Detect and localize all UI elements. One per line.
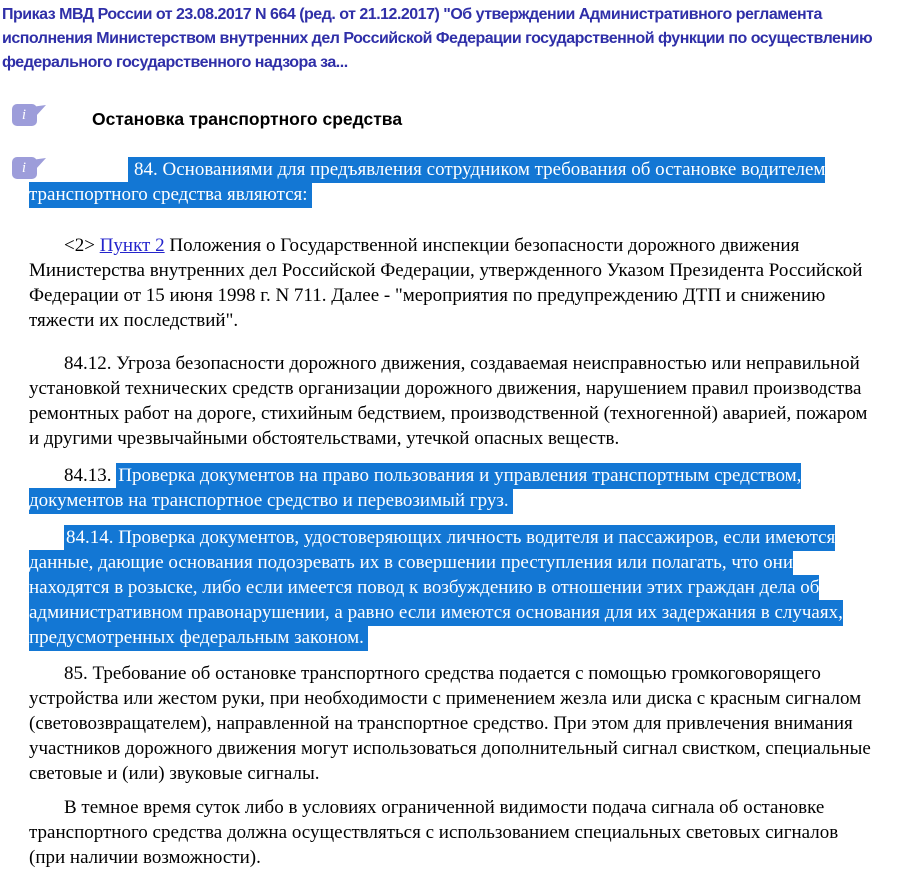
info-icon-glyph: i bbox=[21, 106, 27, 123]
paragraph-number: 84.13. bbox=[64, 465, 117, 486]
paragraph-dark-time: В темное время суток либо в условиях ограниченной видимости подача сигнала об остановке транспортного средства должна осуществляться с использованием специальных световых сигналов (при наличии возможности). bbox=[29, 797, 839, 868]
info-bubble-icon[interactable] bbox=[12, 104, 37, 126]
footnote-paragraph bbox=[29, 233, 876, 333]
footnote-text: Положения о Государственной инспекции безопасности дорожного движения Министерства внутренних дел Российской Федерации, утвержденного Указом Президента Российской Федерации от 15 июня 1998 г. N 711. Далее - "мероприятия по предупреждению ДТП и снижению тяжести их последствий". bbox=[29, 235, 863, 331]
document-body bbox=[0, 108, 912, 870]
paragraph-84-12: 84.12. Угроза безопасности дорожного движения, создаваемая неисправностью или неправильной установкой технических средств организации дорожного движения, нарушением правил производства ремонтных работ на дороге, стихийным бедствием, производственной (техногенной) аварией, пожаром и другими чрезвычайными обстоятельствами, утечкой опасных веществ. bbox=[29, 353, 868, 449]
footnote-marker: <2> bbox=[64, 235, 100, 256]
highlighted-text: 84. Основаниями для предъявления сотрудником требования об остановке водителем транспортного средства являются: bbox=[29, 157, 825, 208]
info-icon-glyph: i bbox=[21, 159, 27, 176]
paragraph-84 bbox=[29, 157, 876, 207]
highlighted-text: 84.14. Проверка документов, удостоверяющих личность водителя и пассажиров, если имеются данные, дающие основания подозревать их в совершении преступления или полагать, что они находятся в розыске, либо если имеется повод к возбуждению в отношении этих граждан дела об административном правонарушении, а равно если имеются основания для их задержания в случаях, предусмотренных федеральным законом. bbox=[29, 525, 843, 651]
doc-title: Приказ МВД России от 23.08.2017 N 664 (ред. от 21.12.2017) "Об утверждении Административного регламента исполнения Министерством внутренних дел Российской Федерации государственной функции по осуществлению федерального государственного надзора за... bbox=[2, 6, 873, 71]
highlighted-text: Проверка документов на право пользования и управления транспортным средством, документов на транспортное средство и перевозимый груз. bbox=[29, 463, 801, 514]
paragraph-84-14 bbox=[29, 525, 876, 650]
paragraph-84-13 bbox=[29, 463, 876, 513]
paragraph-85: 85. Требование об остановке транспортного средства подается с помощью громкоговорящего устройства или жестом руки, при необходимости с применением жезла или диска с красным сигналом (световозвращателем), направленной на транспортное средство. При этом для привлечения внимания участников дорожного движения могут использоваться дополнительный сигнал свистком, специальные световые и (или) звуковые сигналы. bbox=[29, 663, 871, 784]
footnote-link[interactable]: Пункт 2 bbox=[99, 235, 165, 256]
section-heading: Остановка транспортного средства bbox=[92, 109, 403, 129]
info-bubble-icon[interactable] bbox=[12, 157, 37, 179]
